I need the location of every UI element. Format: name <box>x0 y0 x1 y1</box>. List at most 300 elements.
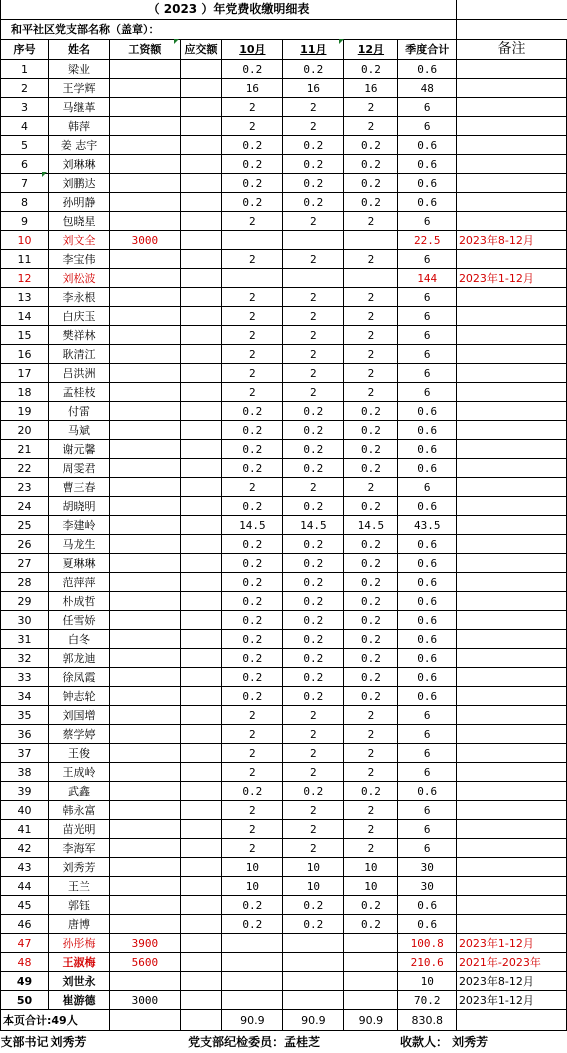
row-nov: 2 <box>283 725 344 744</box>
row-dec: 0.2 <box>344 174 398 193</box>
row-remark <box>456 364 566 383</box>
row-salary <box>110 630 181 649</box>
row-remark <box>456 98 566 117</box>
row-nov: 14.5 <box>283 516 344 535</box>
row-dec: 0.2 <box>344 459 398 478</box>
row-quarter-total: 0.6 <box>398 402 456 421</box>
row-seq: 38 <box>1 763 49 782</box>
row-oct: 10 <box>222 877 283 896</box>
row-remark <box>456 440 566 459</box>
row-dec: 0.2 <box>344 782 398 801</box>
row-name: 谢元馨 <box>49 440 110 459</box>
row-dec: 16 <box>344 79 398 98</box>
row-salary <box>110 516 181 535</box>
row-seq: 30 <box>1 611 49 630</box>
row-due <box>180 535 222 554</box>
row-salary <box>110 250 181 269</box>
row-due <box>180 155 222 174</box>
row-remark <box>456 345 566 364</box>
row-name: 刘国增 <box>49 706 110 725</box>
row-name: 付雷 <box>49 402 110 421</box>
row-quarter-total: 100.8 <box>398 934 456 953</box>
row-due <box>180 307 222 326</box>
row-name: 包晓星 <box>49 212 110 231</box>
row-quarter-total: 0.6 <box>398 687 456 706</box>
row-quarter-total: 6 <box>398 839 456 858</box>
row-seq: 21 <box>1 440 49 459</box>
table-row <box>1 459 567 478</box>
row-due <box>180 79 222 98</box>
row-nov: 0.2 <box>283 136 344 155</box>
row-due <box>180 421 222 440</box>
row-salary <box>110 972 181 991</box>
row-oct: 0.2 <box>222 896 283 915</box>
row-salary <box>110 877 181 896</box>
row-salary <box>110 611 181 630</box>
row-name: 刘琳琳 <box>49 155 110 174</box>
row-nov: 2 <box>283 383 344 402</box>
row-quarter-total: 30 <box>398 858 456 877</box>
row-name: 刘鹏达 <box>49 174 110 193</box>
table-row <box>1 725 567 744</box>
row-remark <box>456 136 566 155</box>
row-nov: 0.2 <box>283 649 344 668</box>
row-salary <box>110 706 181 725</box>
row-quarter-total: 6 <box>398 383 456 402</box>
row-dec: 2 <box>344 706 398 725</box>
row-due <box>180 212 222 231</box>
row-oct: 2 <box>222 250 283 269</box>
row-dec: 0.2 <box>344 402 398 421</box>
row-seq: 9 <box>1 212 49 231</box>
row-dec: 2 <box>344 801 398 820</box>
row-nov: 0.2 <box>283 402 344 421</box>
row-oct <box>222 972 283 991</box>
row-salary <box>110 649 181 668</box>
row-due <box>180 915 222 934</box>
row-nov: 0.2 <box>283 573 344 592</box>
row-seq: 17 <box>1 364 49 383</box>
table-row <box>1 193 567 212</box>
table-row <box>1 573 567 592</box>
table-row <box>1 839 567 858</box>
row-due <box>180 383 222 402</box>
table-row <box>1 782 567 801</box>
row-due <box>180 554 222 573</box>
row-remark <box>456 421 566 440</box>
row-remark <box>456 896 566 915</box>
row-salary <box>110 98 181 117</box>
row-seq: 49 <box>1 972 49 991</box>
row-remark <box>456 725 566 744</box>
row-quarter-total: 22.5 <box>398 231 456 250</box>
row-due <box>180 402 222 421</box>
row-remark <box>456 915 566 934</box>
row-salary <box>110 345 181 364</box>
row-seq: 19 <box>1 402 49 421</box>
row-remark <box>456 174 566 193</box>
secretary-label: 支部书记 <box>1 1031 49 1053</box>
row-due <box>180 288 222 307</box>
row-due <box>180 326 222 345</box>
row-remark <box>456 782 566 801</box>
row-due <box>180 668 222 687</box>
footer-oct: 90.9 <box>222 1010 283 1031</box>
row-dec: 0.2 <box>344 687 398 706</box>
table-row <box>1 991 567 1010</box>
row-oct: 0.2 <box>222 193 283 212</box>
row-name: 唐博 <box>49 915 110 934</box>
row-dec: 2 <box>344 212 398 231</box>
row-nov: 0.2 <box>283 497 344 516</box>
row-quarter-total: 0.6 <box>398 421 456 440</box>
row-due <box>180 497 222 516</box>
footer-row <box>1 1010 567 1031</box>
row-nov: 2 <box>283 117 344 136</box>
row-due <box>180 896 222 915</box>
row-seq: 15 <box>1 326 49 345</box>
footer-dec: 90.9 <box>344 1010 398 1031</box>
row-remark <box>456 117 566 136</box>
table-row <box>1 516 567 535</box>
row-name: 范萍萍 <box>49 573 110 592</box>
row-seq: 29 <box>1 592 49 611</box>
table-row <box>1 611 567 630</box>
row-name: 朴成哲 <box>49 592 110 611</box>
row-salary: 5600 <box>110 953 181 972</box>
row-nov: 2 <box>283 212 344 231</box>
table-row <box>1 858 567 877</box>
row-quarter-total: 0.6 <box>398 896 456 915</box>
row-due <box>180 801 222 820</box>
sheet-title: （ 2023 ）年党费收缴明细表 <box>1 0 457 20</box>
table-row <box>1 326 567 345</box>
col-header-nov: 11月 <box>283 40 344 60</box>
row-dec: 0.2 <box>344 60 398 79</box>
row-remark <box>456 193 566 212</box>
table-row <box>1 212 567 231</box>
row-quarter-total: 6 <box>398 706 456 725</box>
row-salary <box>110 440 181 459</box>
row-name: 马继革 <box>49 98 110 117</box>
row-nov: 0.2 <box>283 535 344 554</box>
table-row <box>1 934 567 953</box>
row-dec: 2 <box>344 307 398 326</box>
row-salary <box>110 725 181 744</box>
row-dec: 0.2 <box>344 440 398 459</box>
row-quarter-total: 0.6 <box>398 193 456 212</box>
row-quarter-total: 6 <box>398 345 456 364</box>
row-due <box>180 193 222 212</box>
row-dec: 2 <box>344 326 398 345</box>
row-seq: 44 <box>1 877 49 896</box>
row-dec: 0.2 <box>344 630 398 649</box>
row-due <box>180 117 222 136</box>
row-salary <box>110 212 181 231</box>
row-dec: 0.2 <box>344 611 398 630</box>
row-salary <box>110 288 181 307</box>
row-oct: 0.2 <box>222 554 283 573</box>
row-salary <box>110 383 181 402</box>
row-oct: 0.2 <box>222 611 283 630</box>
row-dec: 0.2 <box>344 649 398 668</box>
row-name: 韩萍 <box>49 117 110 136</box>
footer-salary <box>110 1010 181 1031</box>
row-dec: 14.5 <box>344 516 398 535</box>
row-due <box>180 744 222 763</box>
row-due <box>180 459 222 478</box>
row-seq: 16 <box>1 345 49 364</box>
row-oct: 0.2 <box>222 915 283 934</box>
row-remark <box>456 478 566 497</box>
row-oct: 2 <box>222 820 283 839</box>
row-remark <box>456 763 566 782</box>
row-oct <box>222 991 283 1010</box>
row-name: 刘秀芳 <box>49 858 110 877</box>
row-due <box>180 60 222 79</box>
row-quarter-total: 0.6 <box>398 649 456 668</box>
table-row <box>1 117 567 136</box>
col-header-dec: 12月 <box>344 40 398 60</box>
row-nov: 0.2 <box>283 459 344 478</box>
row-due <box>180 649 222 668</box>
inspector-signature: 党支部纪检委员：孟桂芝 <box>180 1031 398 1053</box>
row-remark <box>456 611 566 630</box>
row-name: 曹三春 <box>49 478 110 497</box>
row-name: 樊祥林 <box>49 326 110 345</box>
row-oct: 0.2 <box>222 459 283 478</box>
row-nov: 2 <box>283 706 344 725</box>
row-seq: 8 <box>1 193 49 212</box>
row-remark <box>456 250 566 269</box>
table-row <box>1 421 567 440</box>
row-salary <box>110 60 181 79</box>
row-seq: 14 <box>1 307 49 326</box>
row-dec: 2 <box>344 763 398 782</box>
comment-marker-icon <box>339 39 344 44</box>
col-header-remark: 备注 <box>456 40 566 60</box>
row-oct: 14.5 <box>222 516 283 535</box>
row-name: 姜 志宇 <box>49 136 110 155</box>
row-seq: 36 <box>1 725 49 744</box>
row-remark <box>456 79 566 98</box>
row-salary <box>110 421 181 440</box>
row-due <box>180 763 222 782</box>
row-name: 任雪娇 <box>49 611 110 630</box>
row-oct: 2 <box>222 706 283 725</box>
row-oct: 2 <box>222 763 283 782</box>
row-nov: 0.2 <box>283 915 344 934</box>
row-oct: 0.2 <box>222 402 283 421</box>
col-header-name: 姓名 <box>49 40 110 60</box>
row-nov: 16 <box>283 79 344 98</box>
row-due <box>180 345 222 364</box>
row-nov: 0.2 <box>283 193 344 212</box>
row-quarter-total: 6 <box>398 98 456 117</box>
row-name: 郭钰 <box>49 896 110 915</box>
row-name: 孟桂枝 <box>49 383 110 402</box>
row-remark <box>456 212 566 231</box>
row-salary <box>110 79 181 98</box>
row-dec: 0.2 <box>344 554 398 573</box>
row-remark <box>456 801 566 820</box>
table-row <box>1 60 567 79</box>
table-row <box>1 592 567 611</box>
col-header-due: 应交额 <box>180 40 222 60</box>
table-row <box>1 174 567 193</box>
row-nov: 0.2 <box>283 554 344 573</box>
row-seq: 50 <box>1 991 49 1010</box>
row-quarter-total: 6 <box>398 117 456 136</box>
col-header-seq: 序号 <box>1 40 49 60</box>
row-remark <box>456 592 566 611</box>
row-seq: 23 <box>1 478 49 497</box>
row-due <box>180 725 222 744</box>
row-salary: 3000 <box>110 231 181 250</box>
row-dec: 10 <box>344 877 398 896</box>
row-oct: 0.2 <box>222 174 283 193</box>
row-remark <box>456 839 566 858</box>
row-name: 李海军 <box>49 839 110 858</box>
row-oct: 0.2 <box>222 687 283 706</box>
table-row <box>1 896 567 915</box>
row-salary <box>110 307 181 326</box>
row-remark <box>456 383 566 402</box>
row-quarter-total: 48 <box>398 79 456 98</box>
row-due <box>180 782 222 801</box>
row-remark <box>456 459 566 478</box>
row-dec: 0.2 <box>344 668 398 687</box>
row-salary <box>110 573 181 592</box>
row-dec: 0.2 <box>344 573 398 592</box>
row-quarter-total: 0.6 <box>398 630 456 649</box>
row-nov: 2 <box>283 801 344 820</box>
row-name: 李永根 <box>49 288 110 307</box>
table-row <box>1 307 567 326</box>
row-dec: 0.2 <box>344 896 398 915</box>
row-salary <box>110 136 181 155</box>
table-row <box>1 744 567 763</box>
row-dec <box>344 991 398 1010</box>
row-seq: 6 <box>1 155 49 174</box>
row-nov: 2 <box>283 288 344 307</box>
row-oct: 0.2 <box>222 668 283 687</box>
row-oct: 0.2 <box>222 136 283 155</box>
row-dec: 0.2 <box>344 592 398 611</box>
row-dec <box>344 231 398 250</box>
row-quarter-total: 0.6 <box>398 60 456 79</box>
row-seq: 47 <box>1 934 49 953</box>
row-salary <box>110 839 181 858</box>
row-seq: 5 <box>1 136 49 155</box>
table-row <box>1 345 567 364</box>
row-salary: 3900 <box>110 934 181 953</box>
row-seq: 26 <box>1 535 49 554</box>
row-salary <box>110 592 181 611</box>
row-name: 王淑梅 <box>49 953 110 972</box>
row-nov <box>283 953 344 972</box>
row-nov: 0.2 <box>283 782 344 801</box>
row-quarter-total: 6 <box>398 744 456 763</box>
row-oct: 0.2 <box>222 535 283 554</box>
row-name: 孙明静 <box>49 193 110 212</box>
row-seq: 48 <box>1 953 49 972</box>
row-salary <box>110 478 181 497</box>
row-seq: 31 <box>1 630 49 649</box>
row-dec: 0.2 <box>344 535 398 554</box>
row-oct: 0.2 <box>222 155 283 174</box>
row-remark <box>456 649 566 668</box>
row-oct: 2 <box>222 744 283 763</box>
row-name: 胡晓明 <box>49 497 110 516</box>
row-remark <box>456 402 566 421</box>
table-row <box>1 79 567 98</box>
row-dec: 2 <box>344 364 398 383</box>
row-seq: 10 <box>1 231 49 250</box>
row-due <box>180 478 222 497</box>
row-quarter-total: 6 <box>398 364 456 383</box>
signature-row <box>1 1031 567 1053</box>
comment-marker-icon <box>42 172 47 177</box>
row-dec: 0.2 <box>344 155 398 174</box>
row-seq: 12 <box>1 269 49 288</box>
row-name: 梁业 <box>49 60 110 79</box>
table-row <box>1 269 567 288</box>
row-name: 蔡学婷 <box>49 725 110 744</box>
table-row <box>1 915 567 934</box>
row-seq: 2 <box>1 79 49 98</box>
row-quarter-total: 70.2 <box>398 991 456 1010</box>
row-nov: 0.2 <box>283 687 344 706</box>
row-oct: 2 <box>222 212 283 231</box>
row-quarter-total: 0.6 <box>398 554 456 573</box>
row-remark <box>456 326 566 345</box>
row-due <box>180 136 222 155</box>
row-nov <box>283 972 344 991</box>
row-remark <box>456 820 566 839</box>
row-salary <box>110 763 181 782</box>
table-row <box>1 953 567 972</box>
row-nov: 2 <box>283 345 344 364</box>
row-oct: 2 <box>222 383 283 402</box>
col-header-quarter-total: 季度合计 <box>398 40 456 60</box>
row-nov <box>283 934 344 953</box>
row-nov: 2 <box>283 98 344 117</box>
row-nov: 0.2 <box>283 611 344 630</box>
row-remark <box>456 573 566 592</box>
row-salary <box>110 459 181 478</box>
row-quarter-total: 43.5 <box>398 516 456 535</box>
table-row <box>1 687 567 706</box>
row-oct: 2 <box>222 478 283 497</box>
table-row <box>1 250 567 269</box>
row-remark <box>456 516 566 535</box>
row-quarter-total: 6 <box>398 212 456 231</box>
row-dec: 2 <box>344 820 398 839</box>
row-oct: 0.2 <box>222 573 283 592</box>
table-row <box>1 972 567 991</box>
footer-total-label: 本页合计:49人 <box>1 1010 110 1031</box>
row-salary: 3000 <box>110 991 181 1010</box>
row-quarter-total: 0.6 <box>398 782 456 801</box>
row-dec: 0.2 <box>344 136 398 155</box>
table-row <box>1 440 567 459</box>
row-remark <box>456 706 566 725</box>
row-name: 钟志轮 <box>49 687 110 706</box>
row-salary <box>110 364 181 383</box>
spacer <box>110 1031 181 1053</box>
row-remark <box>456 744 566 763</box>
